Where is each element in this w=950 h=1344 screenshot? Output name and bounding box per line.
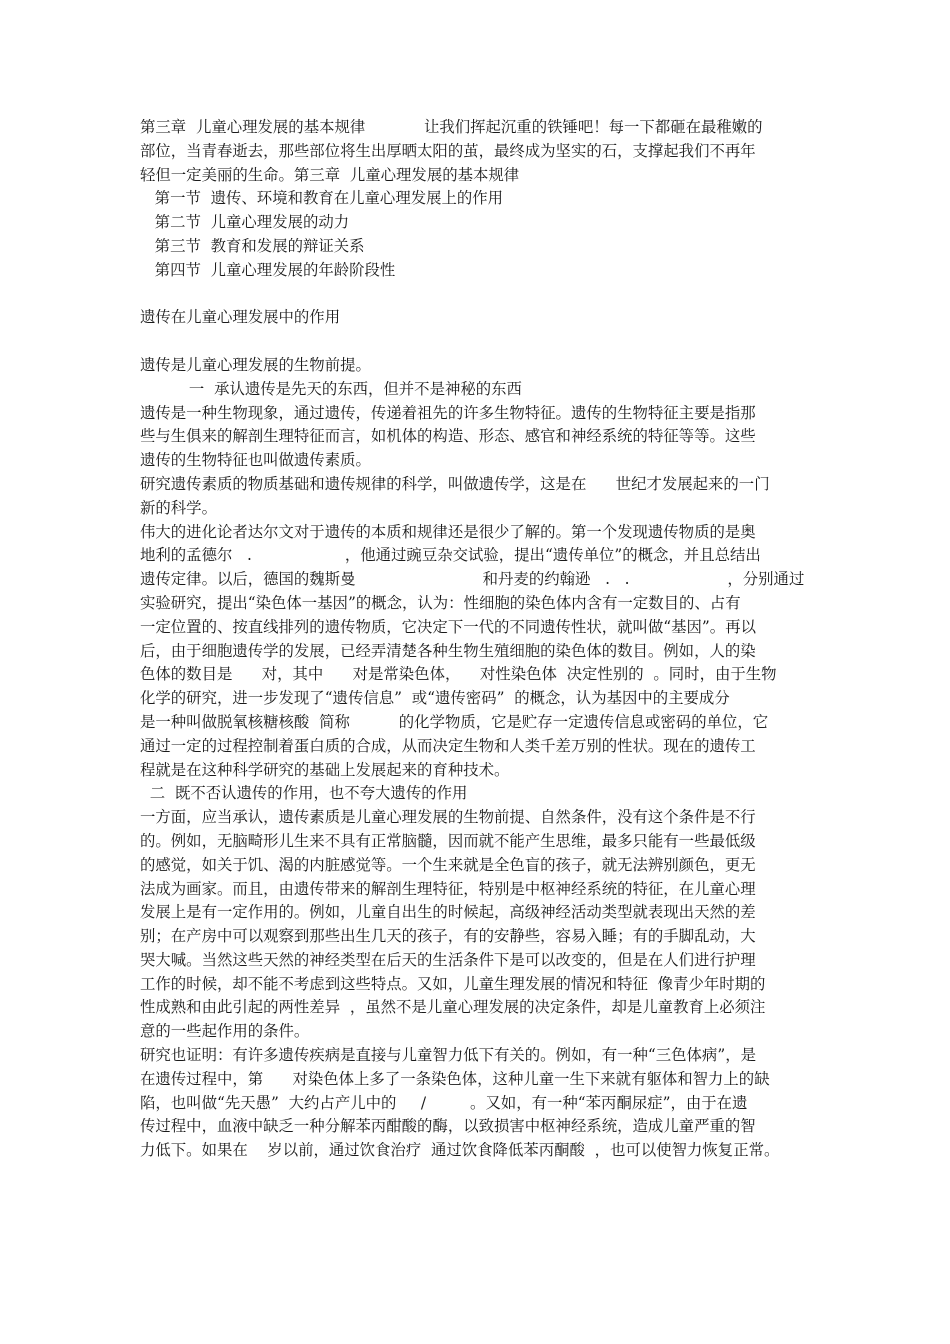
blank-line: [140, 283, 812, 307]
subheading-1: 一 承认遗传是先天的东西，但并不是神秘的东西: [140, 379, 522, 398]
text-line: 传过程中，血液中缺乏一种分解苯丙酣酸的酶，以致损害中枢神经系统，造成儿童严重的智: [140, 1117, 756, 1136]
toc-item-section-3: 第三节 教育和发展的辩证关系: [140, 236, 365, 255]
text-line: 的感觉，如关于饥、渴的内脏感觉等。一个生来就是全色盲的孩子，就无法辨别颜色，更无: [140, 855, 756, 874]
toc-item-section-4: 第四节 儿童心理发展的年龄阶段性: [140, 260, 396, 279]
subheading-2: 二 既不否认遗传的作用，也不夸大遗传的作用: [140, 784, 468, 803]
text-line: 是一种叫做脱氧核糖核酸 简称 的化学物质，它是贮存一定遗传信息或密码的单位，它: [140, 712, 769, 731]
text-line: 工作的时候，却不能不考虑到这些特点。又如，儿童生理发展的情况和特征 像青少年时期的: [140, 974, 766, 993]
text-line: 法成为画家。而且，由遗传带来的解剖生理特征，特别是中枢神经系统的特征，在儿童心理: [140, 879, 756, 898]
text-line: 哭大喊。当然这些天然的神经类型在后天的生活条件下是可以改变的，但是在人们进行护理: [140, 950, 756, 969]
text-line: 后，由于细胞遗传学的发展，已经弄清楚各种生物生殖细胞的染色体的数目。例如，人的染: [140, 641, 756, 660]
text-line: 伟大的进化论者达尔文对于遗传的本质和规律还是很少了解的。第一个发现遗传物质的是奥: [140, 522, 756, 541]
text-line: 部位，当青春逝去，那些部位将生出厚晒太阳的茧，最终成为坚实的石，支撑起我们不再年: [140, 141, 756, 160]
text-line: 些与生俱来的解剖生理特征而言，如机体的构造、形态、感官和神经系统的特征等等。这些: [140, 427, 756, 446]
text-line: 色体的数目是 对，其中 对是常染色体， 对性染色体 决定性别的 。同时，由于生物: [140, 665, 777, 684]
document-body: [140, 116, 812, 1163]
text-line: 轻但一定美丽的生命。第三章 儿童心理发展的基本规律: [140, 165, 520, 184]
text-line: 性成熟和由此引起的两性差异 ，虽然不是儿童心理发展的决定条件，却是儿童教育上必须注: [140, 998, 766, 1017]
text-line: 第三章 儿童心理发展的基本规律 让我们挥起沉重的铁锤吧！每一下都砸在最稚嫩的: [140, 118, 763, 136]
text-line: 发展上是有一定作用的。例如，儿童自出生的时候起，高级神经活动类型就表现出天然的差: [140, 903, 756, 922]
text-line: 遗传是儿童心理发展的生物前提。: [140, 355, 371, 374]
text-line: 遗传定律。以后，德国的魏斯曼 和丹麦的约翰逊 . . ，分别通过: [140, 570, 805, 589]
text-line: 遗传的生物特征也叫做遗传素质。: [140, 451, 371, 470]
text-line: 实验研究，提出“染色体一基因”的概念，认为：性细胞的染色体内含有一定数目的、占有: [140, 593, 741, 612]
toc-item-section-1: 第一节 遗传、环境和教育在儿童心理发展上的作用: [140, 189, 504, 208]
text-line: 化学的研究，进一步发现了“遗传信息” 或“遗传密码” 的概念，认为基因中的主要成分: [140, 689, 730, 708]
text-line: 别；在产房中可以观察到那些出生几天的孩子，有的安静些，容易入睡；有的手脚乱动，大: [140, 927, 756, 946]
text-line: 在遗传过程中，第 对染色体上多了一条染色体，这种儿童一生下来就有躯体和智力上的缺: [140, 1069, 770, 1088]
text-line: 研究遗传素质的物质基础和遗传规律的科学，叫做遗传学，这是在 世纪才发展起来的一门: [140, 474, 770, 493]
text-line: 意的一些起作用的条件。: [140, 1022, 310, 1041]
text-line: 新的科学。: [140, 498, 217, 517]
text-line: 陷，也叫做“先天愚” 大约占产儿中的 / 。又如，有一种“苯丙酮尿症”，由于在遗: [140, 1093, 748, 1112]
text-line: 程就是在这种科学研究的基础上发展起来的育种技术。: [140, 760, 510, 779]
text-line: 遗传是一种生物现象，通过遗传，传递着祖先的许多生物特征。遗传的生物特征主要是指那: [140, 403, 756, 422]
text-line: 地利的孟德尔 . ，他通过豌豆杂交试验，提出“遗传单位”的概念，并且总结出: [140, 546, 761, 565]
text-line: 的。例如，无脑畸形儿生来不具有正常脑髓，因而就不能产生思维，最多只能有一些最低级: [140, 831, 756, 850]
text-line: 通过一定的过程控制着蛋白质的合成，从而决定生物和人类千差万别的性状。现在的遗传工: [140, 736, 756, 755]
blank-line: [140, 330, 812, 354]
section-heading: 遗传在儿童心理发展中的作用: [140, 308, 341, 327]
text-line: 一定位置的、按直线排列的遗传物质，它决定下一代的不同遗传性状，就叫做“基因”。再以: [140, 617, 756, 636]
toc-item-section-2: 第二节 儿童心理发展的动力: [140, 213, 350, 232]
text-line: 一方面，应当承认，遗传素质是儿童心理发展的生物前提、自然条件，没有这个条件是不行: [140, 808, 756, 827]
text-line: 力低下。如果在 岁以前，通过饮食治疗 通过饮食降低苯丙酮酸 ，也可以使智力恢复正常。: [140, 1141, 780, 1160]
text-line: 研究也证明：有许多遗传疾病是直接与儿童智力低下有关的。例如，有一种“三色体病”，是: [140, 1046, 756, 1065]
